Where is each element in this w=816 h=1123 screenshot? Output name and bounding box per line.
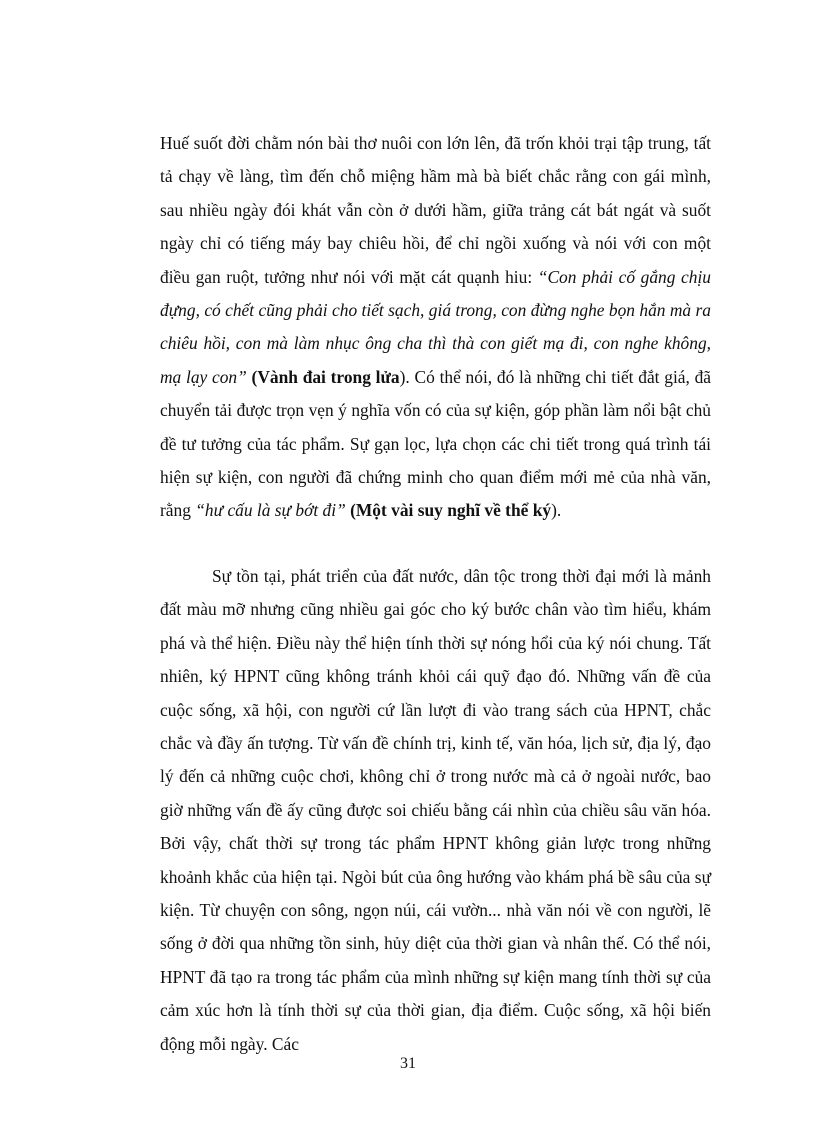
paragraph-2-text: Sự tồn tại, phát triển của đất nước, dân tộc trong thời đại mới là mảnh đất màu mỡ nhưng cũng nhiều gai góc cho ký bước chân vào tìm hiểu, khám phá và thể hiện. Điều này thể hiện tính thời sự nóng hổi của ký nói chung. Tất nhiên, ký HPNT cũng không tránh khỏi cái quỹ đạo đó. Những vấn đề của cuộc sống, xã hội, con người cứ lần lượt đi vào trang sách của HPNT, chắc chắc và đầy ấn tượng. Từ vấn đề chính trị, kinh tế, văn hóa, lịch sử, địa lý, đạo lý đến cả những cuộc chơi, không chỉ ở trong nước mà cả ở ngoài nước, bao giờ những vấn đề ấy cũng được soi chiếu bằng cái nhìn của chiều sâu văn hóa. Bởi vậy, chất thời sự trong tác phẩm HPNT không giản lược trong những khoảnh khắc của hiện tại. Ngòi bút của ông hướng vào khám phá bề sâu của sự kiện. Từ chuyện con sông, ngọn núi, cái vườn... nhà văn nói về con người, lẽ sống ở đời qua những tồn sinh, hủy diệt của thời gian và nhân thế. Có thể nói, HPNT đã tạo ra trong tác phẩm của mình những sự kiện mang tính thời sự của cảm xúc hơn là tính thời sự của thời gian, địa điểm. Cuộc sống, xã hội biến động mỗi ngày. Các	[160, 566, 711, 1054]
paragraph-2	[160, 560, 711, 1061]
quote-hu-cau: “hư cấu là sự bớt đi”	[195, 500, 346, 521]
paragraph-1	[160, 127, 711, 528]
paragraph-1-text	[160, 127, 711, 528]
paragraph-1-intro: Huế suốt đời chằm nón bài thơ nuôi con lớn lên, đã trốn khỏi trại tập trung, tất tả chạy về làng, tìm đến chỗ miệng hầm mà bà biết chắc rằng con gái mình, sau nhiều ngày đói khát vẫn còn ở dưới hầm, giữa trảng cát bát ngát và suốt ngày chỉ có tiếng máy bay chiêu hồi, để chỉ ngồi xuống và nói với con một điều gan ruột, tưởng như nói với mặt cát quạnh hiu:	[160, 133, 711, 287]
paragraph-1-middle: ). Có thể nói, đó là những chi tiết đắt giá, đã chuyển tải được trọn vẹn ý nghĩa vốn có của sự kiện, góp phần làm nổi bật chủ đề tư tưởng của tác phẩm. Sự gạn lọc, lựa chọn các chi tiết trong quá trình tái hiện sự kiện, con người đã chứng minh cho quan điểm mới mẻ của nhà văn, rằng	[160, 366, 712, 521]
source2-open: (	[345, 500, 356, 521]
source-open: (	[246, 366, 258, 387]
source-title-mot-vai-suy-nghi: Một vài suy nghĩ về thể ký	[355, 500, 552, 521]
source-title-vanh-dai: Vành đai trong lửa	[257, 366, 400, 387]
quote-mother-speech: “Con phải cố gắng chịu đựng, có chết cũng phải cho tiết sạch, giá trong, con đừng nghe bọn hắn mà ra chiêu hồi, con mà làm nhục ông cha thì thà con giết mạ đi, con nghe không, mạ lạy con”	[160, 266, 711, 387]
page-number: 31	[400, 1055, 416, 1072]
paragraph-1-end: ).	[551, 500, 562, 521]
